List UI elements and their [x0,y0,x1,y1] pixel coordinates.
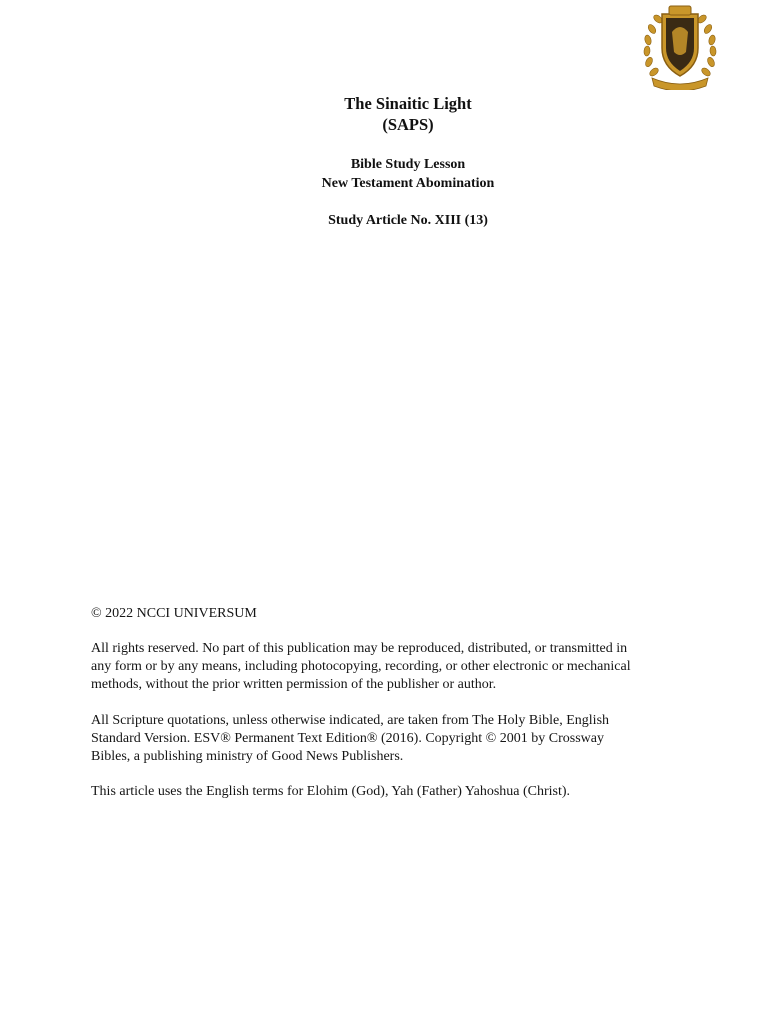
scripture-line-2: Standard Version. ESV® Permanent Text Edition® (2016). Copyright © 2001 by Crossway [91,731,604,746]
rights-line-2: any form or by any means, including photocopying, recording, or other electronic or mechanical [91,659,631,674]
laurel-wreath-left [644,13,664,77]
laurel-wreath-right [696,13,716,77]
document-subtitle [0,155,770,193]
rights-line-1: All rights reserved. No part of this publication may be reproduced, distributed, or transmitted in [91,641,628,656]
shield-emblem [672,27,688,55]
laurel-shield-emblem-icon [642,2,718,90]
copyright-notice: © 2022 NCCI UNIVERSUM [91,606,257,621]
scripture-line-3: Bibles, a publishing ministry of Good News Publishers. [91,749,404,764]
rights-line-3: methods, without the prior written permission of the publisher or author. [91,677,497,692]
scripture-line-1: All Scripture quotations, unless otherwise indicated, are taken from The Holy Bible, English [91,713,610,728]
title-line-2: (SAPS) [382,115,434,134]
rights-paragraph [91,640,691,694]
subtitle-line-2: New Testament Abomination [321,176,495,191]
shield-crest [669,6,691,15]
study-article-number: Study Article No. XIII (13) [328,213,488,228]
subtitle-line-1: Bible Study Lesson [350,157,466,172]
title-line-1: The Sinaitic Light [344,94,472,113]
scripture-paragraph [91,712,691,766]
ribbon-banner [652,78,708,90]
document-title [0,93,770,135]
terms-paragraph: This article uses the English terms for Elohim (God), Yah (Father) Yahoshua (Christ). [91,784,571,799]
